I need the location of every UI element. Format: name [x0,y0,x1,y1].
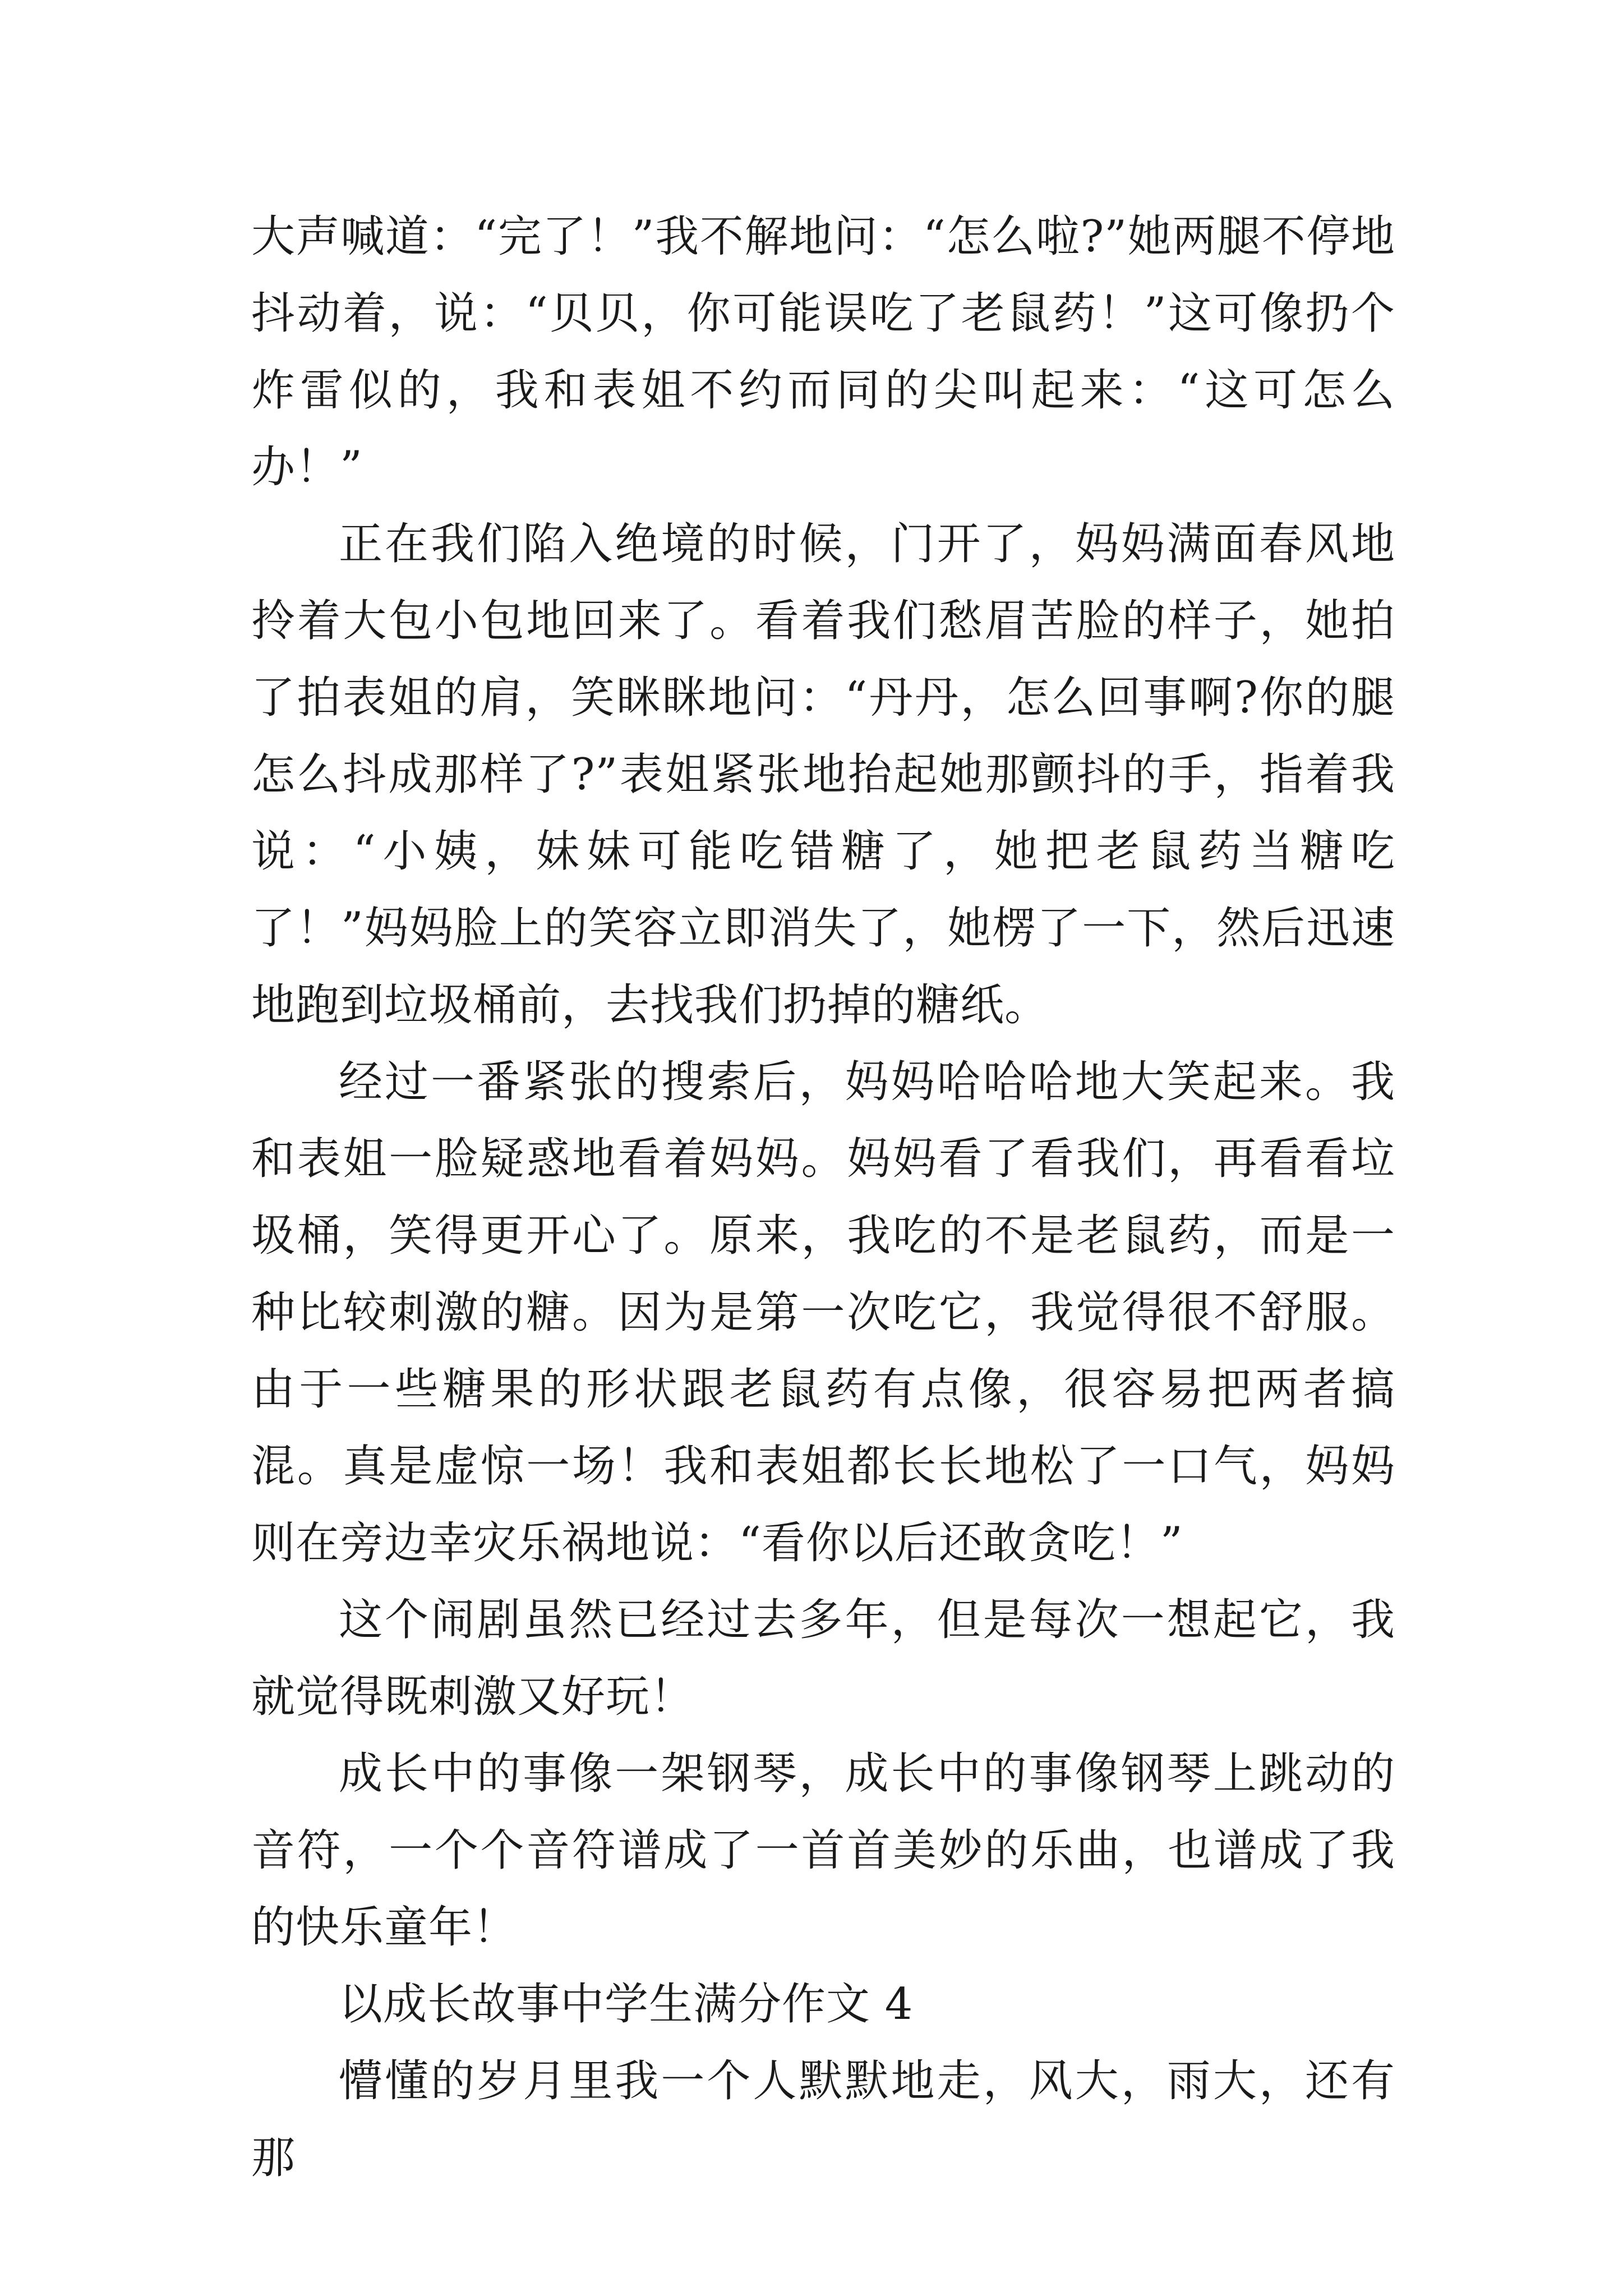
essay-body [251,199,1395,2197]
essay-heading: 以成长故事中学生满分作文 4 [339,1979,914,2030]
paragraph-6: 懵懂的岁月里我一个人默默地走，风大，雨大，还有那 [251,2056,1395,2183]
paragraph-3: 经过一番紧张的搜索后，妈妈哈哈哈地大笑起来。我和表姐一脸疑惑地看着妈妈。妈妈看了看我们，再看看垃圾桶，笑得更开心了。原来，我吃的不是老鼠药，而是一种比较刺激的糖。因为是第一次吃它，我觉得很不舒服。由于一些糖果的形状跟老鼠药有点像，很容易把两者搞混。真是虚惊一场！我和表姐都长长地松了一口气，妈妈则在旁边幸灾乐祸地说：“看你以后还敢贪吃！” [251,1057,1395,1568]
paragraph-1: 大声喊道：“完了！”我不解地问：“怎么啦?”她两腿不停地抖动着，说：“贝贝，你可能误吃了老鼠药！”这可像扔个炸雷似的，我和表姐不约而同的尖叫起来：“这可怎么办！” [251,211,1395,493]
paragraph-2: 正在我们陷入绝境的时候，门开了，妈妈满面春风地拎着大包小包地回来了。看着我们愁眉苦脸的样子，她拍了拍表姐的肩，笑眯眯地问：“丹丹，怎么回事啊?你的腿怎么抖成那样了?”表姐紧张地抬起她那颤抖的手，指着我说：“小姨，妹妹可能吃错糖了，她把老鼠药当糖吃了！”妈妈脸上的笑容立即消失了，她楞了一下，然后迅速地跑到垃圾桶前，去找我们扔掉的糖纸。 [251,519,1395,1030]
paragraph-4: 这个闹剧虽然已经过去多年，但是每次一想起它，我就觉得既刺激又好玩！ [251,1595,1395,1722]
paragraph-5: 成长中的事像一架钢琴，成长中的事像钢琴上跳动的音符，一个个音符谱成了一首首美妙的乐曲，也谱成了我的快乐童年！ [251,1749,1395,1953]
